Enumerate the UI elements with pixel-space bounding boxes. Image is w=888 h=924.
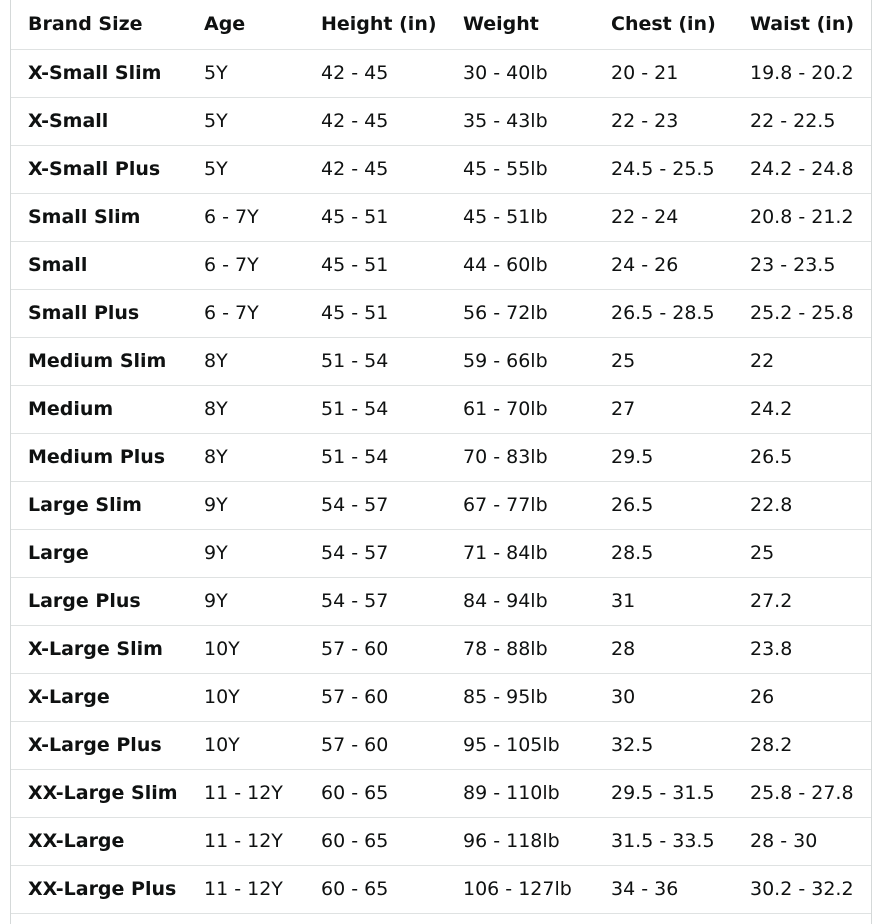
- cell-chest: 26.5 - 28.5: [594, 289, 733, 337]
- cell-chest: 26.5: [594, 481, 733, 529]
- cell-chest: 31.5 - 33.5: [594, 817, 733, 865]
- cell-weight: 71 - 84lb: [446, 529, 594, 577]
- cell-weight: 45 - 55lb: [446, 145, 594, 193]
- cell-weight: 78 - 88lb: [446, 625, 594, 673]
- cell-waist: 22: [733, 337, 872, 385]
- cell-height: 42 - 45: [304, 97, 446, 145]
- table-body: [11, 49, 872, 913]
- table-row: [11, 241, 872, 289]
- table-row: [11, 385, 872, 433]
- cell-waist: 27.2: [733, 577, 872, 625]
- cell-weight: 95 - 105lb: [446, 721, 594, 769]
- cell-height: 60 - 65: [304, 769, 446, 817]
- table-row: [11, 529, 872, 577]
- cell-height: 54 - 57: [304, 529, 446, 577]
- table-row: [11, 433, 872, 481]
- cell-weight: 35 - 43lb: [446, 97, 594, 145]
- cell-brand-size: X-Large: [11, 673, 187, 721]
- table-row: [11, 673, 872, 721]
- cell-waist: 23 - 23.5: [733, 241, 872, 289]
- column-header-age: Age: [187, 0, 304, 49]
- column-header-chest: Chest (in): [594, 0, 733, 49]
- cell-height: 57 - 60: [304, 721, 446, 769]
- cell-height: 51 - 54: [304, 337, 446, 385]
- cell-brand-size: X-Large Plus: [11, 721, 187, 769]
- cell-height: 45 - 51: [304, 193, 446, 241]
- cell-age: 11 - 12Y: [187, 865, 304, 913]
- column-header-brand-size: Brand Size: [11, 0, 187, 49]
- cell-chest: 30: [594, 673, 733, 721]
- cell-height: 51 - 54: [304, 433, 446, 481]
- cell-height: 42 - 45: [304, 145, 446, 193]
- cell-waist: 22 - 22.5: [733, 97, 872, 145]
- cell-weight: 59 - 66lb: [446, 337, 594, 385]
- cell-weight: 84 - 94lb: [446, 577, 594, 625]
- table-row: [11, 481, 872, 529]
- cell-weight: 85 - 95lb: [446, 673, 594, 721]
- cell-chest: 27: [594, 385, 733, 433]
- column-header-weight: Weight: [446, 0, 594, 49]
- cell-age: 10Y: [187, 721, 304, 769]
- cell-chest: 31: [594, 577, 733, 625]
- cell-chest: 29.5: [594, 433, 733, 481]
- cell-height: 57 - 60: [304, 625, 446, 673]
- cell-brand-size: XX-Large: [11, 817, 187, 865]
- cell-brand-size: Large Plus: [11, 577, 187, 625]
- cell-weight: 89 - 110lb: [446, 769, 594, 817]
- cell-chest: 32.5: [594, 721, 733, 769]
- cell-height: 54 - 57: [304, 481, 446, 529]
- table-row: [11, 625, 872, 673]
- cell-waist: 24.2: [733, 385, 872, 433]
- cell-chest: 28.5: [594, 529, 733, 577]
- table-row: [11, 145, 872, 193]
- cell-age: 11 - 12Y: [187, 817, 304, 865]
- cell-weight: 56 - 72lb: [446, 289, 594, 337]
- cell-age: 8Y: [187, 337, 304, 385]
- cell-height: 60 - 65: [304, 865, 446, 913]
- cell-brand-size: X-Small Plus: [11, 145, 187, 193]
- cell-waist: 25.2 - 25.8: [733, 289, 872, 337]
- cell-brand-size: Medium Plus: [11, 433, 187, 481]
- cell-brand-size: XX-Large Slim: [11, 769, 187, 817]
- cell-brand-size: Small Plus: [11, 289, 187, 337]
- cell-weight: 70 - 83lb: [446, 433, 594, 481]
- cell-age: 8Y: [187, 385, 304, 433]
- cell-age: 8Y: [187, 433, 304, 481]
- cell-brand-size: Large Slim: [11, 481, 187, 529]
- table-header-row: [11, 0, 872, 49]
- cell-height: 45 - 51: [304, 289, 446, 337]
- cell-weight: 45 - 51lb: [446, 193, 594, 241]
- cell-age: 6 - 7Y: [187, 241, 304, 289]
- column-header-waist: Waist (in): [733, 0, 872, 49]
- cell-height: 45 - 51: [304, 241, 446, 289]
- table-row: [11, 817, 872, 865]
- cell-waist: 22.8: [733, 481, 872, 529]
- cell-height: 42 - 45: [304, 49, 446, 97]
- table-row: [11, 49, 872, 97]
- table-row: [11, 193, 872, 241]
- cell-weight: 96 - 118lb: [446, 817, 594, 865]
- cell-brand-size: Small Slim: [11, 193, 187, 241]
- cell-chest: 29.5 - 31.5: [594, 769, 733, 817]
- cell-chest: 28: [594, 625, 733, 673]
- cell-brand-size: X-Small Slim: [11, 49, 187, 97]
- size-chart: [10, 0, 872, 924]
- cell-age: 6 - 7Y: [187, 193, 304, 241]
- cell-brand-size: Small: [11, 241, 187, 289]
- cell-age: 9Y: [187, 577, 304, 625]
- cell-brand-size: X-Large Slim: [11, 625, 187, 673]
- cell-waist: 23.8: [733, 625, 872, 673]
- cell-age: 10Y: [187, 673, 304, 721]
- cell-brand-size: Large: [11, 529, 187, 577]
- cell-chest: 22 - 24: [594, 193, 733, 241]
- cell-waist: 19.8 - 20.2: [733, 49, 872, 97]
- cell-brand-size: X-Small: [11, 97, 187, 145]
- column-header-height: Height (in): [304, 0, 446, 49]
- cell-waist: 30.2 - 32.2: [733, 865, 872, 913]
- cell-height: 57 - 60: [304, 673, 446, 721]
- cell-weight: 67 - 77lb: [446, 481, 594, 529]
- cell-waist: 28.2: [733, 721, 872, 769]
- cell-weight: 106 - 127lb: [446, 865, 594, 913]
- cell-waist: 26: [733, 673, 872, 721]
- cell-brand-size: Medium Slim: [11, 337, 187, 385]
- cell-weight: 44 - 60lb: [446, 241, 594, 289]
- cell-age: 10Y: [187, 625, 304, 673]
- cell-age: 5Y: [187, 97, 304, 145]
- cell-chest: 25: [594, 337, 733, 385]
- cell-waist: 26.5: [733, 433, 872, 481]
- cell-waist: 24.2 - 24.8: [733, 145, 872, 193]
- cell-height: 60 - 65: [304, 817, 446, 865]
- cell-brand-size: Medium: [11, 385, 187, 433]
- table-row: [11, 865, 872, 913]
- cell-height: 51 - 54: [304, 385, 446, 433]
- cell-waist: 20.8 - 21.2: [733, 193, 872, 241]
- cell-chest: 22 - 23: [594, 97, 733, 145]
- table-row: [11, 97, 872, 145]
- table-row: [11, 577, 872, 625]
- cell-age: 6 - 7Y: [187, 289, 304, 337]
- cell-weight: 30 - 40lb: [446, 49, 594, 97]
- cell-age: 9Y: [187, 481, 304, 529]
- table-row: [11, 337, 872, 385]
- cell-age: 9Y: [187, 529, 304, 577]
- cell-waist: 25.8 - 27.8: [733, 769, 872, 817]
- cell-waist: 28 - 30: [733, 817, 872, 865]
- table-row: [11, 769, 872, 817]
- cell-age: 5Y: [187, 145, 304, 193]
- cell-chest: 20 - 21: [594, 49, 733, 97]
- table-row: [11, 721, 872, 769]
- size-chart-table: [11, 0, 872, 914]
- cell-chest: 24 - 26: [594, 241, 733, 289]
- cell-weight: 61 - 70lb: [446, 385, 594, 433]
- cell-age: 11 - 12Y: [187, 769, 304, 817]
- cell-height: 54 - 57: [304, 577, 446, 625]
- cell-age: 5Y: [187, 49, 304, 97]
- cell-brand-size: XX-Large Plus: [11, 865, 187, 913]
- cell-chest: 34 - 36: [594, 865, 733, 913]
- cell-chest: 24.5 - 25.5: [594, 145, 733, 193]
- cell-waist: 25: [733, 529, 872, 577]
- table-row: [11, 289, 872, 337]
